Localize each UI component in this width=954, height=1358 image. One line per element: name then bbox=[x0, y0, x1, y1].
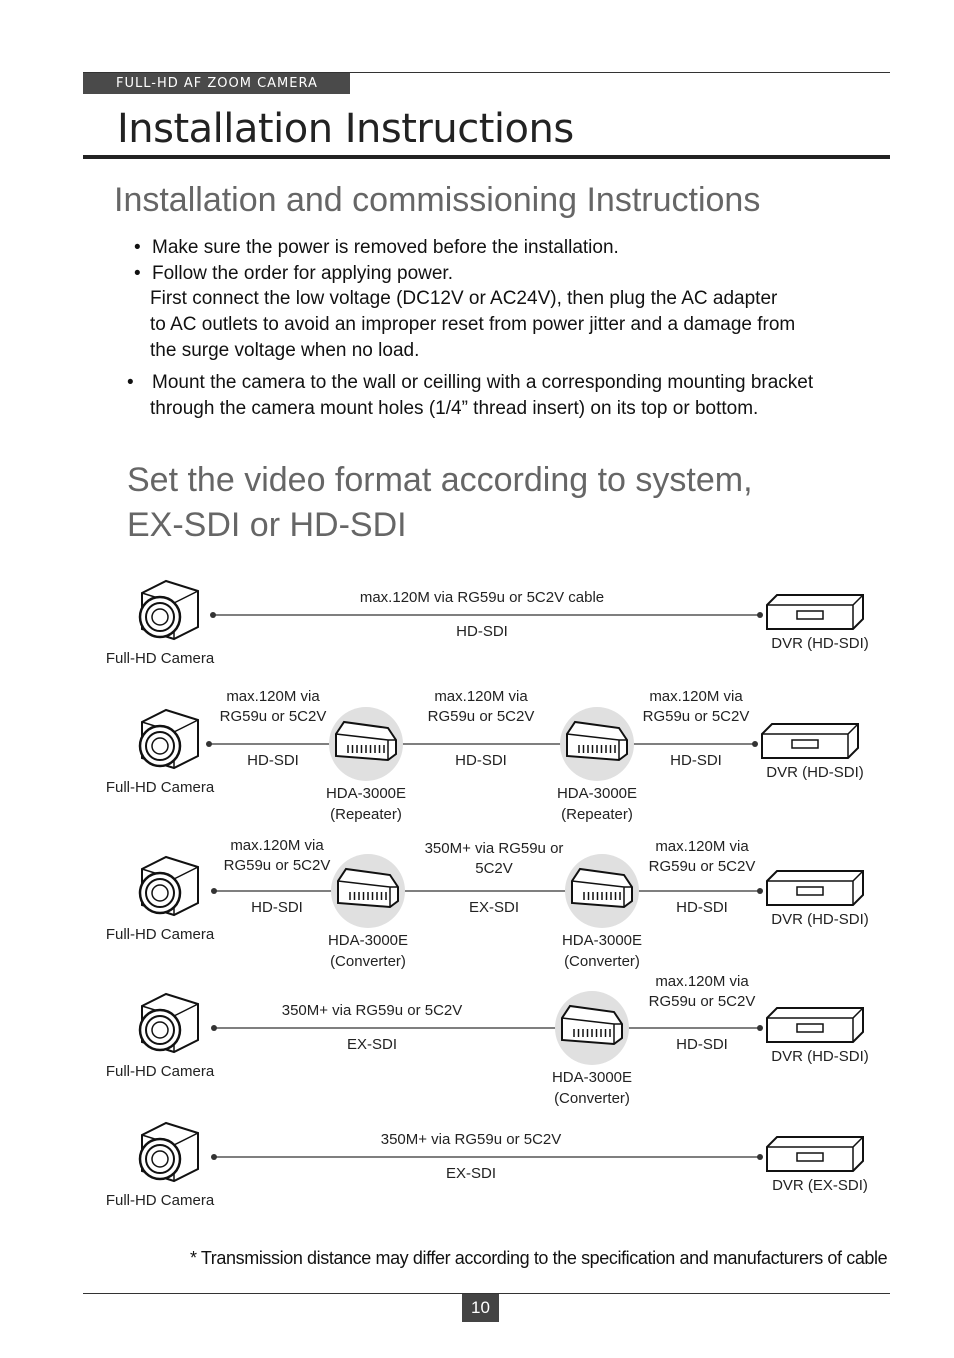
cable-spec-label: max.120M via bbox=[655, 973, 749, 990]
camera-label: Full-HD Camera bbox=[105, 926, 215, 943]
power-detail-line: to AC outlets to avoid an improper reset from power jitter and a damage from bbox=[150, 314, 796, 335]
cable-end bbox=[757, 1025, 763, 1031]
bullet-power-removed: Make sure the power is removed before the installation. bbox=[152, 237, 619, 258]
cable-spec-label: RG59u or 5C2V bbox=[223, 857, 331, 874]
cable-spec-label: 350M+ via RG59u or 5C2V bbox=[380, 1131, 562, 1148]
bullet-glyph: • bbox=[134, 263, 141, 284]
cable-spec-label: max.120M via bbox=[226, 688, 320, 705]
dvr-label: DVR (EX-SDI) bbox=[772, 1177, 868, 1194]
bullet-power-order: Follow the order for applying power. bbox=[152, 263, 453, 284]
device-role-label: (Converter) bbox=[564, 953, 640, 970]
bullet-glyph: • bbox=[134, 237, 141, 258]
bullet-glyph: • bbox=[127, 372, 134, 393]
device-role-label: (Converter) bbox=[330, 953, 406, 970]
cable-spec-label: 350M+ via RG59u or bbox=[424, 840, 564, 857]
dvr-label: DVR (HD-SDI) bbox=[771, 911, 869, 928]
footnote: * Transmission distance may differ according to the specification and manufacturers of cable bbox=[190, 1248, 888, 1268]
cable-end bbox=[757, 888, 763, 894]
device-role-label: (Converter) bbox=[554, 1090, 630, 1107]
hda-3000e-icon bbox=[329, 707, 403, 781]
power-detail-line: First connect the low voltage (DC12V or AC24V), then plug the AC adapter bbox=[150, 288, 778, 309]
signal-type-label: EX-SDI bbox=[445, 1165, 497, 1182]
cable-spec-label: max.120M via bbox=[434, 688, 528, 705]
hda-3000e-icon bbox=[560, 707, 634, 781]
signal-type-label: HD-SDI bbox=[676, 899, 728, 916]
signal-type-label: HD-SDI bbox=[456, 623, 508, 640]
device-name-label: HDA-3000E bbox=[556, 785, 638, 802]
signal-type-label: EX-SDI bbox=[346, 1036, 398, 1053]
cable-spec-label: max.120M via bbox=[655, 838, 749, 855]
cable-spec-label: 350M+ via RG59u or 5C2V bbox=[281, 1002, 463, 1019]
camera-icon bbox=[140, 710, 198, 768]
cable-spec-label: 5C2V bbox=[475, 860, 513, 877]
device-role-label: (Repeater) bbox=[561, 806, 633, 823]
dvr-icon bbox=[767, 1137, 863, 1171]
signal-type-label: HD-SDI bbox=[247, 752, 299, 769]
dvr-label: DVR (HD-SDI) bbox=[766, 764, 864, 781]
header-tag: FULL-HD AF ZOOM CAMERA bbox=[83, 73, 350, 94]
cable-end bbox=[211, 888, 217, 894]
device-name-label: HDA-3000E bbox=[551, 1069, 633, 1086]
section-title-video-format: Set the video format according to system, bbox=[127, 461, 753, 499]
dvr-icon bbox=[767, 871, 863, 905]
camera-icon bbox=[140, 1123, 198, 1181]
signal-type-label: HD-SDI bbox=[676, 1036, 728, 1053]
cable-spec-label: RG59u or 5C2V bbox=[642, 708, 750, 725]
camera-label: Full-HD Camera bbox=[105, 1192, 215, 1209]
camera-icon bbox=[140, 581, 198, 639]
camera-icon bbox=[140, 857, 198, 915]
cable-spec-label: RG59u or 5C2V bbox=[648, 993, 756, 1010]
camera-label: Full-HD Camera bbox=[105, 779, 215, 796]
hda-3000e-icon bbox=[565, 854, 639, 928]
cable-spec-label: RG59u or 5C2V bbox=[219, 708, 327, 725]
cable-spec-label: max.120M via bbox=[230, 837, 324, 854]
signal-type-label: HD-SDI bbox=[455, 752, 507, 769]
hda-3000e-icon bbox=[331, 854, 405, 928]
bullet-mount: Mount the camera to the wall or ceilling with a corresponding mounting bracket bbox=[152, 372, 814, 393]
device-name-label: HDA-3000E bbox=[325, 785, 407, 802]
cable-end bbox=[752, 741, 758, 747]
signal-type-label: HD-SDI bbox=[251, 899, 303, 916]
page-number: 10 bbox=[462, 1294, 499, 1322]
dvr-label: DVR (HD-SDI) bbox=[771, 1048, 869, 1065]
dvr-icon bbox=[762, 724, 858, 758]
device-name-label: HDA-3000E bbox=[327, 932, 409, 949]
section-title-installation: Installation and commissioning Instructions bbox=[114, 181, 761, 219]
dvr-label: DVR (HD-SDI) bbox=[771, 635, 869, 652]
cable-spec-label: RG59u or 5C2V bbox=[648, 858, 756, 875]
page-title: Installation Instructions bbox=[117, 106, 574, 152]
power-detail-line: the surge voltage when no load. bbox=[150, 340, 420, 361]
cable-spec-label: RG59u or 5C2V bbox=[427, 708, 535, 725]
camera-label: Full-HD Camera bbox=[105, 650, 215, 667]
signal-type-label: HD-SDI bbox=[670, 752, 722, 769]
cable-end bbox=[757, 612, 763, 618]
signal-type-label: EX-SDI bbox=[468, 899, 520, 916]
section-title-video-format-line2: EX-SDI or HD-SDI bbox=[127, 506, 407, 544]
cable-end bbox=[211, 1025, 217, 1031]
cable-end bbox=[211, 1154, 217, 1160]
hda-3000e-icon bbox=[555, 991, 629, 1065]
cable-end bbox=[757, 1154, 763, 1160]
camera-label: Full-HD Camera bbox=[105, 1063, 215, 1080]
device-role-label: (Repeater) bbox=[330, 806, 402, 823]
camera-icon bbox=[140, 994, 198, 1052]
dvr-icon bbox=[767, 1008, 863, 1042]
mount-detail-line: through the camera mount holes (1/4” thread insert) on its top or bottom. bbox=[150, 398, 759, 419]
cable-end bbox=[206, 741, 212, 747]
device-name-label: HDA-3000E bbox=[561, 932, 643, 949]
cable-end bbox=[210, 612, 216, 618]
dvr-icon bbox=[767, 595, 863, 629]
cable-spec-label: max.120M via RG59u or 5C2V cable bbox=[359, 589, 605, 606]
cable-spec-label: max.120M via bbox=[649, 688, 743, 705]
